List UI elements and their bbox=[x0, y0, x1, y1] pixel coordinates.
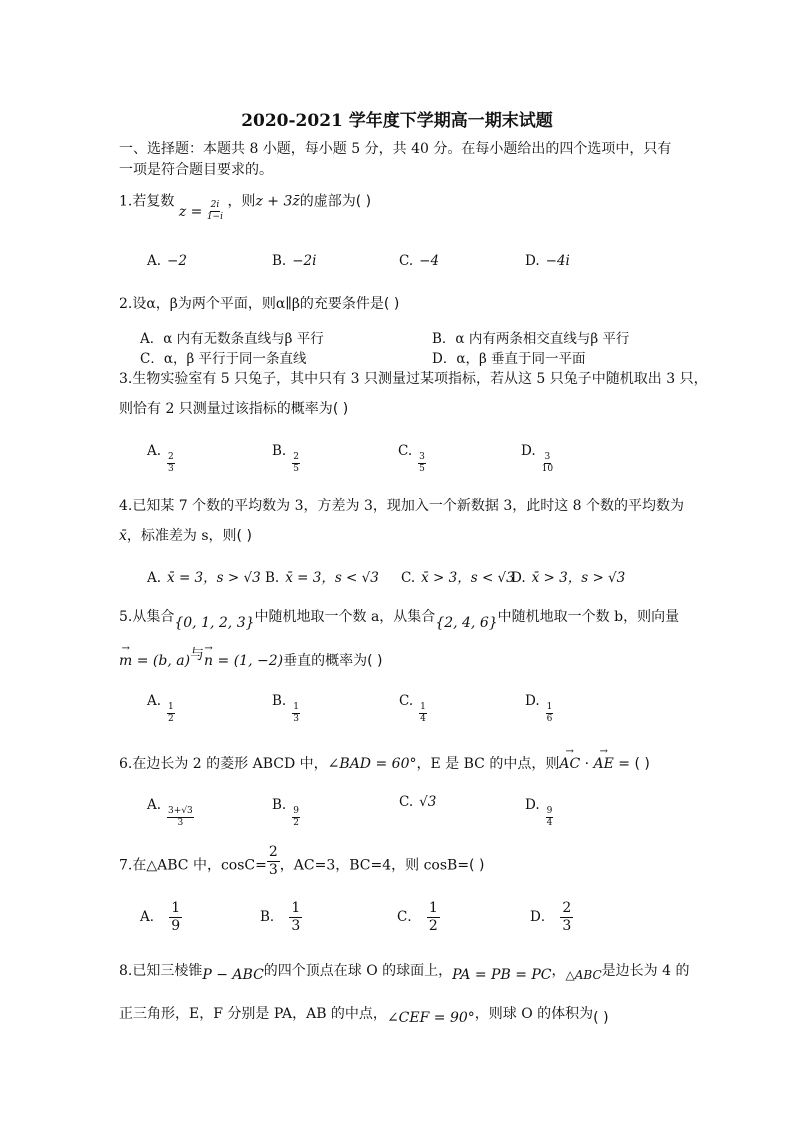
question-3-line-2: 则恰有 2 只测量过该指标的概率为( ) bbox=[119, 401, 349, 417]
q4-option-c: C. x̄ > 3，s < √3 bbox=[401, 570, 515, 586]
exam-title: 2020-2021 学年度下学期高一期末试题 bbox=[241, 111, 553, 131]
fraction: $\frac{2i}{1-i}$ bbox=[206, 200, 223, 222]
question-5-line-1: 5.从集合{0, 1, 2, 3}中随机地取一个数 a，从集合{2, 4, 6}中随机地取一个数 b，则向量 bbox=[119, 609, 680, 631]
q1-option-a: A. −2 bbox=[147, 253, 187, 269]
q5-option-c: C. $\frac{1}{4}$ bbox=[399, 693, 426, 724]
question-8-line-2: 正三角形，E，F 分别是 PA，AB 的中点，∠CEF = 90°，则球 O 的体积为( ) bbox=[119, 1006, 609, 1026]
question-5-line-2: → m = (b, a)与→ n = (1, −2)垂直的概率为( ) bbox=[119, 650, 382, 670]
q6-option-d: D. $\frac{9}{4}$ bbox=[525, 797, 553, 828]
question-3-line-1: 3.生物实验室有 5 只兔子，其中只有 3 只测量过某项指标，若从这 5 只兔子中随机取出 3 只， bbox=[119, 371, 708, 387]
q2-option-d: D．α，β 垂直于同一平面 bbox=[432, 351, 586, 367]
q3-option-d: D. $\frac{3}{10}$ bbox=[521, 443, 554, 474]
answer-blank: ( ) bbox=[355, 193, 372, 210]
q2-option-c: C．α，β 平行于同一条直线 bbox=[140, 351, 307, 367]
q2-option-b: B．α 内有两条相交直线与β 平行 bbox=[432, 331, 630, 347]
q4-option-a: A. x̄ = 3，s > √3 bbox=[147, 570, 261, 586]
section-heading: 一、选择题：本题共 8 小题，每小题 5 分，共 40 分。在每小题给出的四个选项中，只有一项是符合题目要求的。 bbox=[119, 141, 672, 178]
q5-option-d: D. $\frac{1}{6}$ bbox=[525, 693, 553, 724]
q7-option-b: B． $\frac{1}{3}$ bbox=[260, 900, 301, 934]
q7-option-d: D． $\frac{2}{3}$ bbox=[530, 900, 572, 934]
question-4-line-2: x̄，标准差为 s，则( ) bbox=[119, 528, 252, 544]
question-1-stem: 1.若复数 z = $\frac{2i}{1-i}$ ，则z + 3z̄的虚部为( ) bbox=[119, 193, 372, 222]
q3-option-a: A. $\frac{2}{3}$ bbox=[147, 443, 174, 474]
q6-option-a: A. $\frac{3+√3}{3}$ bbox=[147, 797, 193, 828]
question-2-stem: 2.设α，β为两个平面，则α∥β的充要条件是( ) bbox=[119, 296, 400, 312]
q7-option-c: C． $\frac{1}{2}$ bbox=[397, 900, 438, 934]
q1-option-d: D. −4i bbox=[525, 253, 570, 269]
question-8-line-1: 8.已知三棱锥P − ABC的四个顶点在球 O 的球面上，PA = PB = PC，△ABC是边长为 4 的 bbox=[119, 963, 690, 983]
q4-option-d: D. x̄ > 3，s > √3 bbox=[511, 570, 626, 586]
q6-option-c: C. √3 bbox=[399, 794, 437, 810]
question-7-stem: 7.在△ABC 中，cosC= $\frac{2}{3}$ ，AC=3，BC=4，则 cosB=( ) bbox=[119, 844, 485, 878]
q3-option-b: B. $\frac{2}{5}$ bbox=[272, 443, 299, 474]
q1-option-b: B. −2i bbox=[272, 253, 317, 269]
q4-option-b: B. x̄ = 3，s < √3 bbox=[265, 570, 379, 586]
q6-option-b: B. $\frac{9}{2}$ bbox=[272, 797, 299, 828]
question-6-stem: 6.在边长为 2 的菱形 ABCD 中，∠BAD = 60°，E 是 BC 的中点，则→ AC · → AE = ( ) bbox=[119, 753, 650, 773]
q5-option-a: A. $\frac{1}{2}$ bbox=[147, 693, 174, 724]
q1-option-c: C. −4 bbox=[399, 253, 440, 269]
q5-option-b: B. $\frac{1}{3}$ bbox=[272, 693, 299, 724]
q2-option-a: A．α 内有无数条直线与β 平行 bbox=[140, 331, 324, 347]
q3-option-c: C. $\frac{3}{5}$ bbox=[398, 443, 425, 474]
q7-option-a: A． $\frac{1}{9}$ bbox=[140, 900, 181, 934]
question-4-line-1: 4.已知某 7 个数的平均数为 3，方差为 3，现加入一个新数据 3，此时这 8 个数的平均数为 bbox=[119, 498, 685, 514]
